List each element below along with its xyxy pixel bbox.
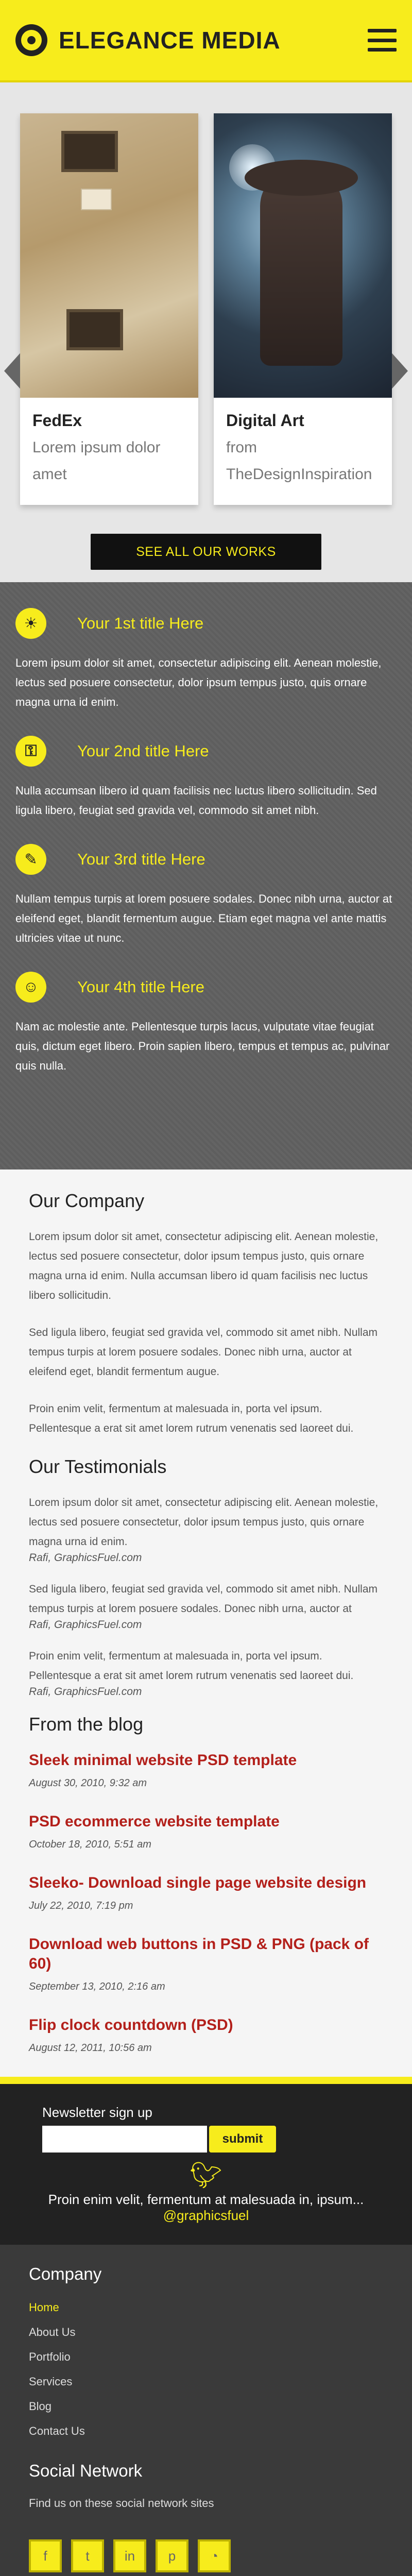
features-section (0, 582, 412, 1170)
blog-post-date: August 30, 2010, 9:32 am (29, 1777, 147, 1789)
tweet-text: Proin enim velit, fermentum at malesuada in, ipsum... (48, 2192, 364, 2207)
feature-text: Lorem ipsum dolor sit amet, consectetur adipiscing elit. Aenean molestie, lectus sed posuere consectetur, dolor ipsum tempus justo, quis ornare magna urna id enim. (15, 656, 382, 708)
blog-post-link[interactable]: Sleek minimal website PSD template (29, 1752, 297, 1769)
feature-item (15, 972, 397, 1076)
blog-post (29, 1812, 383, 1851)
company-paragraph: Sed ligula libero, feugiat sed gravida vel, commodo sit amet nibh. Nullam tempus turpis at lorem posuere sodales. Donec nibh urna, auctor at eleifend eget, blandit fermentum augue. (29, 1327, 378, 1378)
blog-post (29, 1873, 383, 1912)
footer-link-contact[interactable]: Contact Us (29, 2425, 85, 2437)
menu-icon[interactable] (368, 29, 397, 52)
blog-post (29, 2015, 383, 2054)
blog-post-link[interactable]: PSD ecommerce website template (29, 1813, 280, 1830)
blog-post-link[interactable]: Download web buttons in PSD & PNG (pack of 60) (29, 1936, 369, 1972)
fedex-image[interactable] (20, 113, 198, 398)
blog-post-date: July 22, 2010, 7:19 pm (29, 1900, 133, 1911)
blog-post-link[interactable]: Flip clock countdown (PSD) (29, 2016, 233, 2033)
feature-item (15, 608, 397, 712)
brand-name[interactable]: ELEGANCE MEDIA (59, 27, 281, 54)
logo-icon[interactable] (15, 24, 47, 56)
feature-item (15, 736, 397, 820)
blog-title: From the blog (29, 1714, 144, 1735)
main-content (0, 1170, 412, 2054)
testimonial-text: Sed ligula libero, feugiat sed gravida vel, commodo sit amet nibh. Nullam tempus turpis at lorem posuere sodales. Donec nibh urna, auctor at (29, 1583, 378, 1615)
portfolio-card[interactable] (214, 113, 392, 505)
footer-link-about[interactable]: About Us (29, 2326, 76, 2338)
footer-company-title: Company (29, 2264, 102, 2283)
bulb-icon: ☀ (15, 608, 46, 639)
company-title: Our Company (29, 1190, 145, 1211)
site-header (0, 0, 412, 82)
feature-item (15, 844, 397, 948)
footer-link-portfolio[interactable]: Portfolio (29, 2350, 71, 2363)
social-icons (29, 2539, 383, 2572)
blog-post (29, 1935, 383, 1993)
feature-title[interactable]: Your 1st title Here (77, 614, 204, 632)
portfolio-card[interactable] (20, 113, 198, 505)
testimonial-text: Proin enim velit, fermentum at malesuada in, porta vel ipsum. Pellentesque a erat sit amet lorem rutrum venenatis sed laoreet dui. (29, 1650, 354, 1682)
newsletter-email-input[interactable] (42, 2126, 207, 2153)
footer-link-services[interactable]: Services (29, 2375, 73, 2388)
newsletter-section (0, 2077, 412, 2245)
twitter-icon[interactable]: t (71, 2539, 104, 2572)
testimonial-author: Rafi, GraphicsFuel.com (29, 1619, 142, 1631)
feature-text: Nullam tempus turpis at lorem posuere sodales. Donec nibh urna, auctor at eleifend eget, blandit fermentum augue. Etiam eget magna vel ante mattis ultricies vitae ut nunc. (15, 892, 392, 944)
twitter-bird-icon: 🐦︎ (190, 2161, 222, 2190)
blog-post-date: August 12, 2011, 10:56 am (29, 2042, 152, 2054)
feature-title[interactable]: Your 4th title Here (77, 978, 205, 996)
testimonial-text: Lorem ipsum dolor sit amet, consectetur adipiscing elit. Aenean molestie, lectus sed posuere consectetur, dolor ipsum tempus justo, quis ornare magna urna id enim. (29, 1497, 379, 1548)
company-paragraph: Lorem ipsum dolor sit amet, consectetur adipiscing elit. Aenean molestie, lectus sed posuere consectetur, dolor ipsum tempus justo, quis ornare magna urna id enim. Nulla accumsan libero id quam facilisis nec luctus libero sollicitudin. (29, 1231, 379, 1301)
site-footer (0, 2245, 412, 2576)
blog-post (29, 1751, 383, 1789)
testimonial-author: Rafi, GraphicsFuel.com (29, 1552, 142, 1564)
user-icon: ☺ (15, 972, 46, 1003)
see-all-works-button[interactable]: SEE ALL OUR WORKS (91, 534, 321, 570)
testimonials-title: Our Testimonials (29, 1456, 167, 1477)
feature-title[interactable]: Your 3rd title Here (77, 850, 205, 868)
linkedin-icon[interactable]: in (113, 2539, 146, 2572)
card-title[interactable]: Digital Art (226, 411, 304, 430)
feature-title[interactable]: Your 2nd title Here (77, 742, 209, 760)
feature-text: Nam ac molestie ante. Pellentesque turpis lacus, vulputate vitae feugiat quis, dictum eget libero. Proin sapien libero, tempus et tempus ac, pulvinar quis nulla. (15, 1020, 390, 1072)
card-text: Lorem ipsum dolor amet (32, 439, 161, 483)
card-text: from TheDesignInspiration (226, 439, 372, 483)
twitter-handle-link[interactable]: @graphicsfuel (163, 2208, 249, 2223)
footer-social-text: Find us on these social network sites (29, 2497, 214, 2510)
portfolio-slider (0, 82, 412, 613)
pencil-icon: ✎ (15, 844, 46, 875)
footer-link-home[interactable]: Home (29, 2301, 59, 2314)
footer-link-blog[interactable]: Blog (29, 2400, 52, 2413)
newsletter-label: Newsletter sign up (42, 2105, 152, 2120)
card-title[interactable]: FedEx (32, 411, 82, 430)
facebook-icon[interactable]: f (29, 2539, 62, 2572)
blog-post-date: September 13, 2010, 2:16 am (29, 1981, 165, 1992)
company-paragraph: Proin enim velit, fermentum at malesuada in, porta vel ipsum. Pellentesque a erat sit amet lorem rutrum venenatis sed laoreet dui. (29, 1403, 354, 1434)
slider-next-icon[interactable] (389, 350, 408, 392)
digital-art-image[interactable] (214, 113, 392, 398)
feature-text: Nulla accumsan libero id quam facilisis nec luctus libero sollicitudin. Sed ligula libero, feugiat sed gravida vel, commodo sit amet nibh. (15, 784, 377, 817)
newsletter-submit-button[interactable]: submit (209, 2126, 276, 2153)
lock-icon: ⚿ (15, 736, 46, 767)
pinterest-icon[interactable]: p (156, 2539, 188, 2572)
blog-post-date: October 18, 2010, 5:51 am (29, 1839, 151, 1850)
footer-social-title: Social Network (29, 2461, 143, 2480)
testimonial-author: Rafi, GraphicsFuel.com (29, 1686, 142, 1698)
rss-icon[interactable]: ◔ (198, 2539, 231, 2572)
blog-post-link[interactable]: Sleeko- Download single page website design (29, 1874, 367, 1891)
